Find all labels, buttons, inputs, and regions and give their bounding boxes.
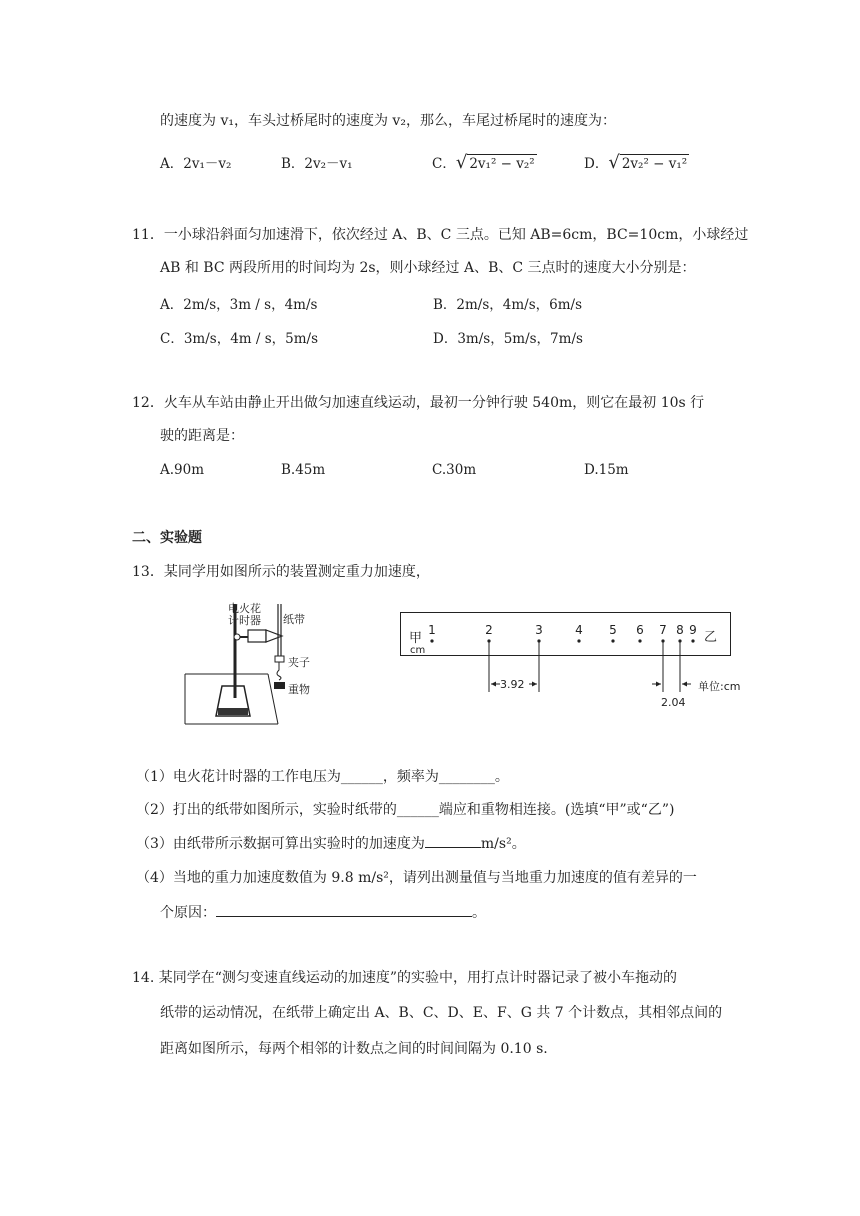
timer-label-line2: 计时器 xyxy=(228,614,261,627)
q11-option-a: A．2m/s，3m / s，4m/s xyxy=(160,297,318,313)
q13-sub4-line1: （4）当地的重力加速度数值为 9.8 m/s²，请列出测量值与当地重力加速度的值有差异的一 xyxy=(136,870,697,886)
tape-dot-label: 5 xyxy=(609,623,617,637)
q10-option-c-expr: 2v₁² − v₂² xyxy=(469,156,535,172)
q10-option-d-label: D． xyxy=(584,156,609,172)
tape-dot-label: 8 xyxy=(676,623,684,637)
timer-label xyxy=(228,603,261,627)
q11-line1: 11．一小球沿斜面匀加速滑下，依次经过 A、B、C 三点。已知 AB=6cm，BC=10cm，小球经过 xyxy=(132,227,749,243)
tape-dim-right: 2.04 xyxy=(661,696,686,709)
q13-sub1: （1）电火花计时器的工作电压为______，频率为________。 xyxy=(136,769,509,785)
tape-dot xyxy=(430,639,433,642)
q14-line2: 纸带的运动情况，在纸带上确定出 A、B、C、D、E、F、G 共 7 个计数点，其相邻点间的 xyxy=(160,1005,723,1021)
q13-sub4-blank[interactable] xyxy=(216,902,472,917)
clip-label: 夹子 xyxy=(288,656,310,669)
q10-option-a: A．2v₁－v₂ xyxy=(160,156,232,172)
q11-option-b: B．2m/s，4m/s，6m/s xyxy=(433,297,583,313)
q12-line2: 驶的距离是： xyxy=(160,428,244,444)
tape-end-right: 乙 xyxy=(704,630,718,645)
section-title: 二、实验题 xyxy=(132,530,202,546)
q14-line3: 距离如图所示，每两个相邻的计数点之间的时间间隔为 0.10 s. xyxy=(160,1041,548,1057)
q13-sub3-unit: m/s²。 xyxy=(480,836,526,852)
q13-sub4-end: 。 xyxy=(472,905,486,921)
timer-label-line1: 电火花 xyxy=(228,602,261,615)
q12-option-a: A.90m xyxy=(160,462,205,478)
q13-sub2: （2）打出的纸带如图所示，实验时纸带的______端应和重物相连接。(选填“甲”或“乙”) xyxy=(136,802,675,818)
tape-dot-label: 4 xyxy=(575,623,583,637)
q14-line1: 14. 某同学在“测匀变速直线运动的加速度”的实验中，用打点计时器记录了被小车拖动的 xyxy=(132,970,678,986)
q12-option-b: B.45m xyxy=(281,462,326,478)
q12-line1: 12．火车从车站由静止开出做匀加速直线运动，最初一分钟行驶 540m，则它在最初 10s 行 xyxy=(132,395,705,411)
q13-intro: 13．某同学用如图所示的装置测定重力加速度， xyxy=(132,564,430,580)
q10-continuation: 的速度为 v₁，车头过桥尾时的速度为 v₂，那么，车尾过桥尾时的速度为： xyxy=(160,113,616,129)
tape-dot xyxy=(611,639,614,642)
tape-label: 纸带 xyxy=(283,613,305,626)
tape-dot xyxy=(638,639,641,642)
tape-dot-label: 1 xyxy=(428,623,436,637)
q10-option-c-label: C． xyxy=(432,156,456,172)
q13-sub3-text: （3）由纸带所示数据可算出实验时的加速度为 xyxy=(136,836,425,852)
q10-option-b: B．2v₂－v₁ xyxy=(281,156,353,172)
tape-dot xyxy=(691,639,694,642)
tape-dot-label: 3 xyxy=(535,623,543,637)
q13-sub3-blank[interactable] xyxy=(425,833,481,848)
q13-sub4-line2 xyxy=(160,902,486,923)
q12-option-c: C.30m xyxy=(432,462,477,478)
q10-option-d-expr: 2v₂² − v₁² xyxy=(621,156,688,172)
q11-option-c: C．3m/s，4m / s，5m/s xyxy=(160,331,319,347)
tape-dot xyxy=(577,639,580,642)
tape-end-left-unit: cm xyxy=(410,645,426,656)
weight-label: 重物 xyxy=(288,683,310,696)
tape-end-left: 甲 xyxy=(409,631,423,646)
q11-option-d: D．3m/s，5m/s，7m/s xyxy=(433,331,583,347)
q13-sub4-label: 个原因： xyxy=(160,905,216,921)
q10-option-c xyxy=(432,152,537,173)
q11-line2: AB 和 BC 两段所用的时间均为 2s，则小球经过 A、B、C 三点时的速度大小分别是： xyxy=(160,260,696,276)
tape-dim-left: 3.92 xyxy=(500,678,525,691)
tape-dot-label: 7 xyxy=(659,623,667,637)
q10-option-d xyxy=(584,152,689,173)
q13-sub3 xyxy=(136,833,526,854)
tape-unit-label: 单位:cm xyxy=(698,680,741,693)
sqrt-icon: √ xyxy=(455,152,468,173)
tape-dot-label: 2 xyxy=(485,623,493,637)
tape-dot-label: 9 xyxy=(689,623,697,637)
tape-dot-label: 6 xyxy=(636,623,644,637)
q12-option-d: D.15m xyxy=(584,462,629,478)
sqrt-icon: √ xyxy=(608,152,620,173)
